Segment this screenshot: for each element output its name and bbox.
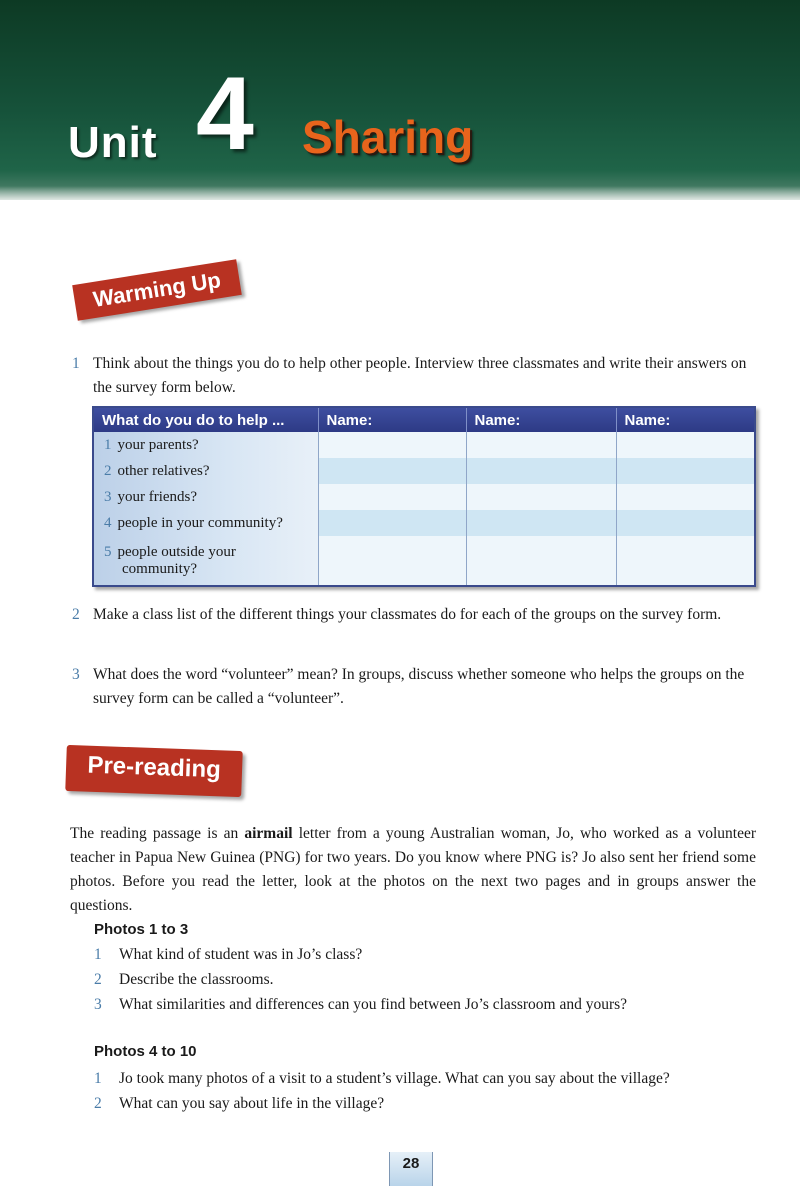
survey-row: [94, 536, 754, 585]
survey-row: [94, 432, 754, 458]
row-text: your friends?: [117, 488, 198, 505]
pre-reading-tag: Pre-reading: [65, 745, 242, 797]
question-text: What similarities and differences can you find between Jo’s classroom and yours?: [119, 996, 628, 1013]
question-number: 3: [72, 666, 80, 683]
photo-question: [94, 944, 764, 966]
warming-question-2: [72, 603, 762, 627]
survey-answer-cell[interactable]: [466, 484, 616, 510]
question-text: What does the word “volunteer” mean? In groups, discuss whether someone who helps the groups on the survey form can be called a “volunteer”.: [93, 666, 745, 707]
row-number: 1: [104, 436, 112, 453]
question-number: 2: [94, 1095, 102, 1112]
row-text: people outside your: [117, 543, 236, 560]
survey-answer-cell[interactable]: [318, 484, 466, 510]
question-number: 1: [94, 946, 102, 963]
survey-row-label: [94, 484, 318, 510]
question-number: 2: [72, 606, 80, 623]
warming-question-3: [72, 663, 762, 711]
banner-edge: [0, 186, 800, 200]
warming-up-tag: Warming Up: [72, 259, 242, 321]
keyword-airmail: airmail: [244, 825, 293, 842]
survey-answer-cell[interactable]: [616, 484, 754, 510]
photo-question: [94, 1068, 764, 1090]
unit-label: Unit: [68, 118, 158, 167]
survey-header-name-1: Name:: [318, 408, 466, 432]
survey-answer-cell[interactable]: [318, 536, 466, 585]
question-number: 3: [94, 996, 102, 1013]
question-text: Describe the classrooms.: [119, 971, 274, 988]
row-number: 2: [104, 462, 112, 479]
page-number: 28: [389, 1152, 433, 1186]
question-text: Jo took many photos of a visit to a student’s village. What can you say about the village?: [119, 1070, 670, 1087]
survey-table: [94, 408, 754, 585]
survey-answer-cell[interactable]: [318, 432, 466, 458]
survey-answer-cell[interactable]: [616, 536, 754, 585]
survey-header-row: [94, 408, 754, 432]
photo-question: [94, 969, 764, 991]
photos-4-10-heading: Photos 4 to 10: [94, 1043, 197, 1060]
row-number: 5: [104, 543, 112, 560]
survey-header-name-3: Name:: [616, 408, 754, 432]
survey-answer-cell[interactable]: [466, 458, 616, 484]
survey-answer-cell[interactable]: [616, 458, 754, 484]
survey-row: [94, 458, 754, 484]
survey-answer-cell[interactable]: [466, 432, 616, 458]
unit-number: 4: [196, 56, 254, 172]
row-text: your parents?: [117, 436, 199, 453]
survey-answer-cell[interactable]: [616, 432, 754, 458]
survey-row: [94, 510, 754, 536]
survey-answer-cell[interactable]: [318, 458, 466, 484]
survey-row: [94, 484, 754, 510]
unit-title: Sharing: [302, 111, 474, 163]
pre-reading-paragraph: [70, 822, 756, 918]
row-text: other relatives?: [117, 462, 210, 479]
survey-header-question: What do you do to help ...: [94, 408, 318, 432]
survey-row-label: [94, 510, 318, 536]
question-number: 2: [94, 971, 102, 988]
row-text: people in your community?: [117, 514, 283, 531]
question-number: 1: [72, 355, 80, 372]
photos-1-3-heading: Photos 1 to 3: [94, 921, 189, 938]
row-number: 3: [104, 488, 112, 505]
question-text: What can you say about life in the village?: [119, 1095, 385, 1112]
survey-answer-cell[interactable]: [318, 510, 466, 536]
photo-question: [94, 1093, 764, 1115]
survey-header-name-2: Name:: [466, 408, 616, 432]
question-text: Think about the things you do to help other people. Interview three classmates and write their answers on the survey form below.: [93, 355, 747, 396]
row-number: 4: [104, 514, 112, 531]
row-text-continued: community?: [122, 560, 197, 577]
photo-question: [94, 994, 764, 1016]
question-text: What kind of student was in Jo’s class?: [119, 946, 363, 963]
paragraph-text-cont: letter from a young Australian woman, Jo, who worked as a volunteer teacher in Papua New Guinea (PNG) for two years. Do you know where PNG is? Jo also sent her friend some photos. Before you read the letter, look at the photos on the next two pages and in groups answer the questions.: [70, 825, 756, 914]
survey-answer-cell[interactable]: [466, 510, 616, 536]
survey-answer-cell[interactable]: [616, 510, 754, 536]
question-text: Make a class list of the different things your classmates do for each of the groups on the survey form.: [93, 606, 722, 623]
unit-banner: [0, 0, 800, 200]
paragraph-text: The reading passage is an: [70, 825, 245, 842]
survey-row-label: [94, 536, 318, 585]
survey-row-label: [94, 432, 318, 458]
survey-row-label: [94, 458, 318, 484]
warming-question-1: [72, 352, 762, 400]
survey-form: [92, 406, 756, 587]
question-number: 1: [94, 1070, 102, 1087]
survey-answer-cell[interactable]: [466, 536, 616, 585]
